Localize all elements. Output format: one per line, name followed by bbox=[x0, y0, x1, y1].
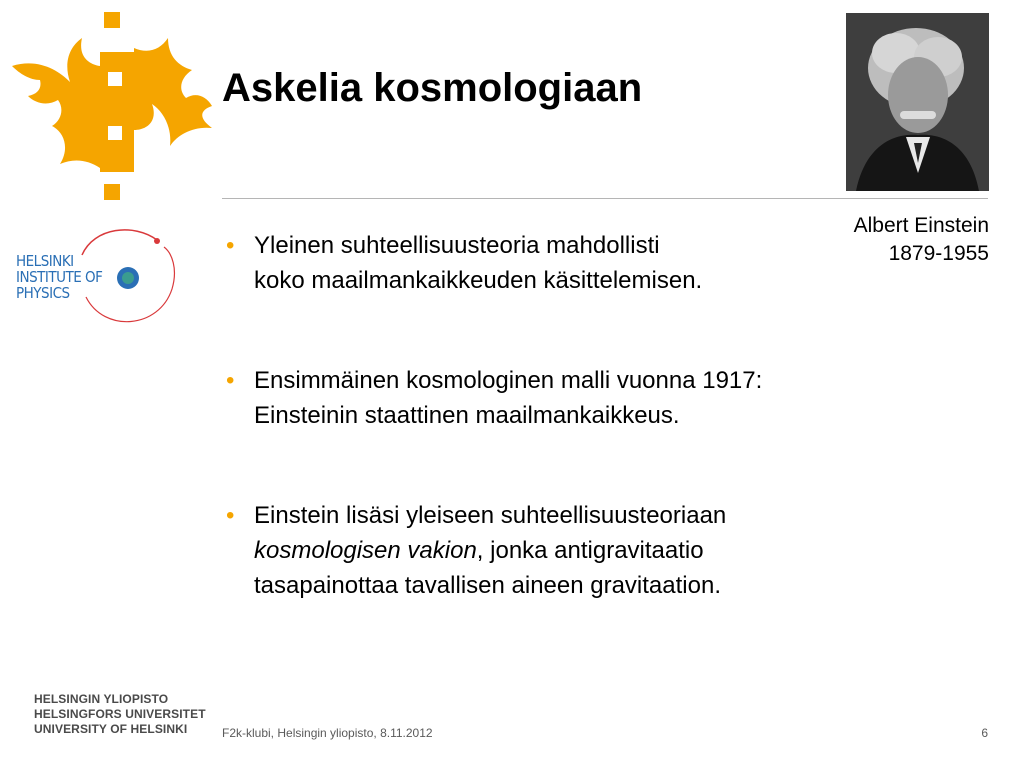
title-divider bbox=[222, 198, 988, 199]
hip-line3: PHYSICS bbox=[16, 284, 70, 302]
bullet-dot: • bbox=[226, 502, 235, 529]
bullet-line-rest: , jonka antigravitaatio bbox=[476, 537, 704, 564]
footer-event: F2k-klubi, Helsingin yliopisto, 8.11.2012 bbox=[222, 726, 433, 740]
hip-logo bbox=[14, 225, 179, 330]
bullet-line: Yleinen suhteellisuusteoria mahdollisti bbox=[254, 232, 660, 259]
caption-years: 1879-1955 bbox=[888, 242, 989, 265]
bullet-dot: • bbox=[226, 367, 235, 394]
bullet-list bbox=[226, 228, 926, 603]
wordmark-line3: UNIVERSITY OF HELSINKI bbox=[34, 722, 188, 736]
bullet-item bbox=[226, 228, 926, 298]
bullet-line bbox=[254, 533, 926, 568]
hip-logo-text bbox=[16, 253, 102, 301]
university-flame-logo bbox=[8, 8, 216, 204]
university-wordmark bbox=[34, 692, 206, 737]
caption-name: Albert Einstein bbox=[853, 214, 989, 237]
bullet-line: koko maailmankaikkeuden käsittelemisen. bbox=[254, 267, 703, 294]
slide-title: Askelia kosmologiaan bbox=[222, 66, 643, 110]
einstein-portrait bbox=[846, 13, 989, 191]
bullet-dot: • bbox=[226, 232, 235, 259]
page-number: 6 bbox=[981, 726, 988, 740]
wordmark-line2: HELSINGFORS UNIVERSITET bbox=[34, 707, 206, 721]
bullet-line: Einstein lisäsi yleiseen suhteellisuusteoriaan bbox=[254, 502, 727, 529]
wordmark-line1: HELSINGIN YLIOPISTO bbox=[34, 692, 169, 706]
hip-line2: INSTITUTE OF bbox=[16, 268, 103, 286]
bullet-item bbox=[226, 498, 926, 603]
portrait-image bbox=[846, 13, 989, 191]
bullet-item bbox=[226, 363, 926, 433]
hip-line1: HELSINKI bbox=[16, 252, 74, 270]
bullet-line: tasapainottaa tavallisen aineen gravitaation. bbox=[254, 572, 721, 599]
bullet-line: Einsteinin staattinen maailmankaikkeus. bbox=[254, 402, 680, 429]
bullet-line: Ensimmäinen kosmologinen malli vuonna 1917: bbox=[254, 367, 763, 394]
bullet-emphasis: kosmologisen vakion bbox=[254, 537, 477, 564]
